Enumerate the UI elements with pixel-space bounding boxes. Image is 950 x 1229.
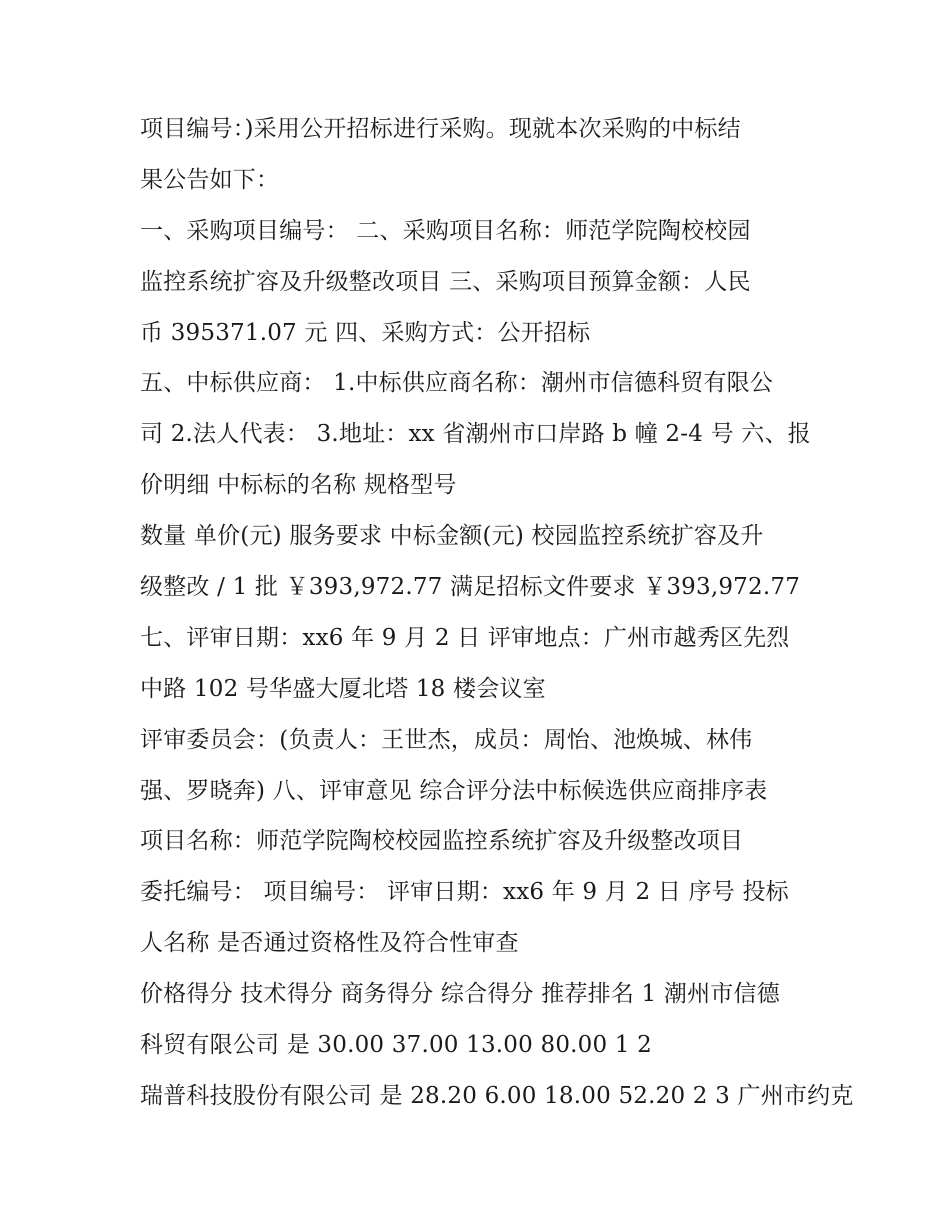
text-line-14: 强、罗晓奔) 八、评审意见 综合评分法中标候选供应商排序表 xyxy=(140,777,768,804)
text-line-9: 数量 单价(元) 服务要求 中标金额(元) 校园监控系统扩容及升 xyxy=(140,523,764,550)
text-line-2: 果公告如下： xyxy=(140,166,280,193)
document-body xyxy=(140,104,854,1122)
text-line-1: 项目编号：)采用公开招标进行采购。现就本次采购的中标结 xyxy=(140,116,741,142)
text-line-5: 币 395371.07 元 四、采购方式：公开招标 xyxy=(140,319,591,346)
text-line-19: 科贸有限公司 是 30.00 37.00 13.00 80.00 1 2 xyxy=(140,1032,653,1059)
text-line-20: 瑞普科技股份有限公司 是 28.20 6.00 18.00 52.20 2 3 广州市约克 xyxy=(140,1082,854,1109)
text-line-18: 价格得分 技术得分 商务得分 综合得分 推荐排名 1 潮州市信德 xyxy=(140,981,780,1008)
text-line-15: 项目名称：师范学院陶校校园监控系统扩容及升级整改项目 xyxy=(140,828,744,855)
text-line-11: 七、评审日期：xx6 年 9 月 2 日 评审地点：广州市越秀区先烈 xyxy=(140,624,790,651)
text-line-13: 评审委员会：(负责人：王世杰，成员：周怡、池焕城、林伟 xyxy=(140,726,753,753)
text-line-4: 监控系统扩容及升级整改项目 三、采购项目预算金额：人民 xyxy=(140,268,751,295)
text-line-6: 五、中标供应商： 1.中标供应商名称：潮州市信德科贸有限公 xyxy=(140,370,774,397)
text-line-16: 委托编号： 项目编号： 评审日期：xx6 年 9 月 2 日 序号 投标 xyxy=(140,879,789,906)
text-line-17: 人名称 是否通过资格性及符合性审查 xyxy=(140,930,519,957)
text-line-10: 级整改 / 1 批 ￥393,972.77 满足招标文件要求 ￥393,972.77 xyxy=(140,574,801,601)
text-line-12: 中路 102 号华盛大厦北塔 18 楼会议室 xyxy=(140,675,546,702)
text-line-3: 一、采购项目编号： 二、采购项目名称：师范学院陶校校园 xyxy=(140,217,751,244)
text-line-7: 司 2.法人代表： 3.地址：xx 省潮州市口岸路 b 幢 2-4 号 六、报 xyxy=(140,421,811,448)
text-line-8: 价明细 中标标的名称 规格型号 xyxy=(140,472,457,499)
